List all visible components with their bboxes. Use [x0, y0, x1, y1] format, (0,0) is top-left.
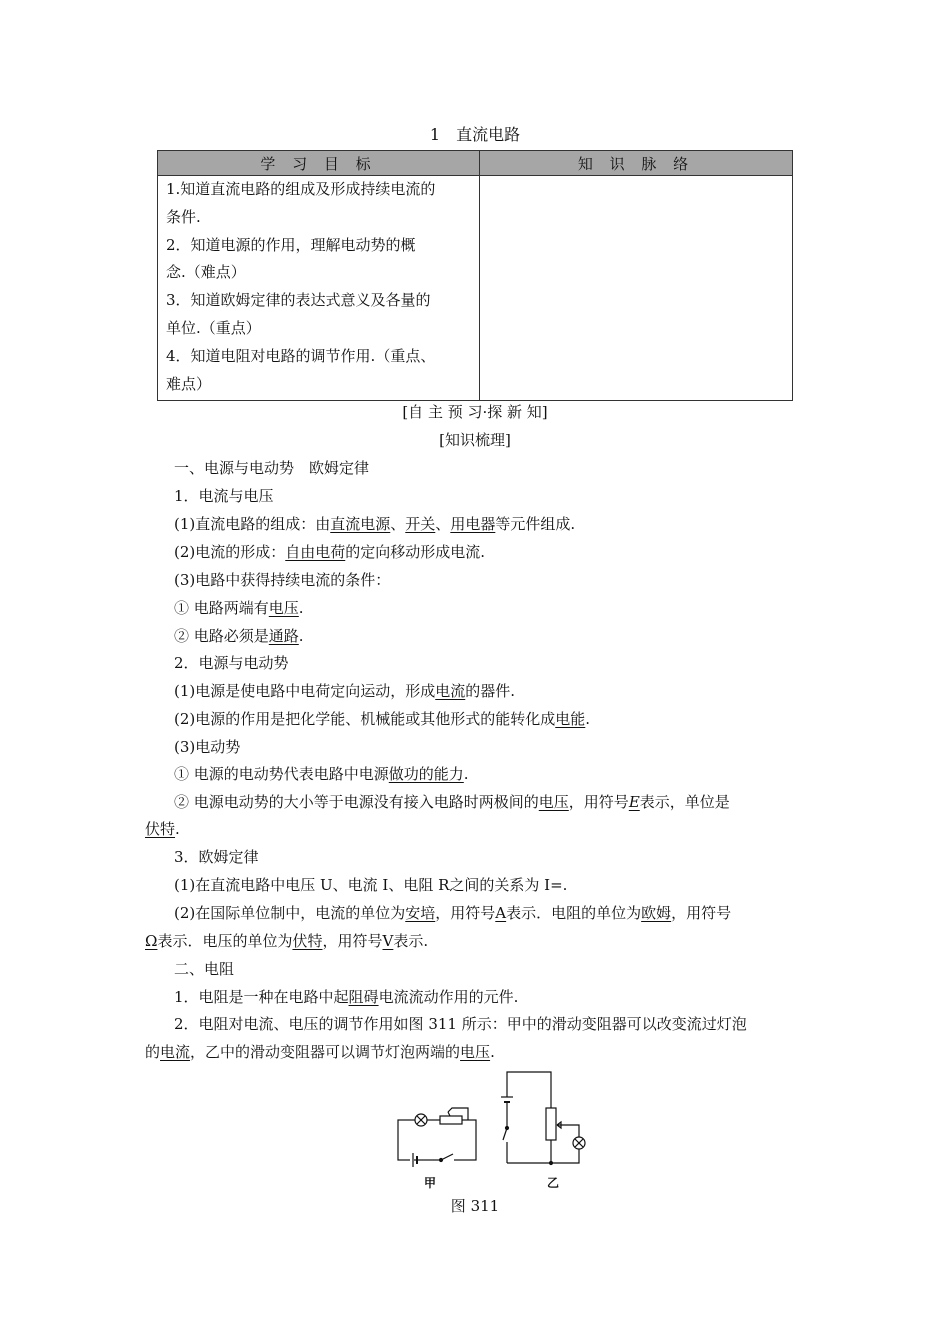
table-header-goals: 学 习 目 标	[158, 151, 480, 176]
figure-caption: 图 311	[450, 1197, 500, 1215]
paragraph: ② 电源电动势的大小等于电源没有接入电路时两极间的电压，用符号E表示，单位是	[174, 793, 730, 811]
paragraph: 2．电阻对电流、电压的调节作用如图 311 所示：甲中的滑动变阻器可以改变流过灯泡	[174, 1015, 747, 1033]
table-header-context: 知 识 脉 络	[480, 151, 793, 176]
goal-line: 念.（难点）	[166, 263, 246, 282]
paragraph: (2)电流的形成：自由电荷的定向移动形成电流.	[174, 543, 486, 561]
paragraph: (3)电动势	[174, 738, 241, 756]
paragraph: 的电流，乙中的滑动变阻器可以调节灯泡两端的电压.	[145, 1043, 495, 1061]
context-cell	[480, 176, 793, 401]
rheostat-icon	[546, 1108, 556, 1140]
paragraph: (3)电路中获得持续电流的条件：	[174, 571, 391, 589]
page-title: 1 直流电路	[429, 125, 521, 144]
heading-power-source: 一、电源与电动势 欧姆定律	[174, 459, 370, 477]
figure-label-b: 乙	[547, 1176, 560, 1190]
paragraph: 1．电阻是一种在电路中起阻碍电流流动作用的元件.	[174, 988, 519, 1006]
paragraph: ① 电源的电动势代表电路中电源做功的能力.	[174, 765, 469, 783]
goal-line: 3．知道欧姆定律的表达式意义及各量的	[166, 291, 431, 310]
goals-cell	[158, 176, 480, 401]
goal-line: 1.知道直流电路的组成及形成持续电流的	[166, 180, 436, 198]
paragraph: (2)在国际单位制中，电流的单位为安培，用符号A表示．电阻的单位为欧姆，用符号	[174, 904, 732, 922]
section-subbanner: [知识梳理]	[439, 431, 511, 449]
goal-line: 条件.	[166, 207, 201, 226]
rheostat-icon	[440, 1116, 462, 1124]
subheading-current-voltage: 1．电流与电压	[174, 487, 274, 505]
subheading-emf: 2．电源与电动势	[174, 654, 289, 672]
paragraph: ② 电路必须是通路.	[174, 627, 304, 645]
circuit-diagram-a	[390, 1100, 490, 1170]
paragraph: 伏特.	[145, 820, 180, 838]
goal-line: 难点）	[166, 374, 212, 393]
paragraph: ① 电路两端有电压.	[174, 599, 304, 617]
paragraph: (1)直流电路的组成：由直流电源、开关、用电器等元件组成.	[174, 515, 576, 533]
paragraph: (2)电源的作用是把化学能、机械能或其他形式的能转化成电能.	[174, 710, 591, 728]
paragraph: (1)电源是使电路中电荷定向运动，形成电流的器件.	[174, 682, 516, 700]
circuit-diagram-b	[495, 1070, 595, 1170]
goal-line: 4．知道电阻对电路的调节作用.（重点、	[166, 346, 436, 365]
objectives-table	[157, 150, 793, 401]
section-banner: [自 主 预 习·探 新 知]	[402, 403, 548, 421]
paragraph: Ω表示．电压的单位为伏特，用符号V表示.	[145, 932, 429, 950]
heading-resistance: 二、电阻	[174, 960, 235, 978]
goal-line: 2．知道电源的作用，理解电动势的概	[166, 235, 416, 254]
figure-label-a: 甲	[424, 1176, 437, 1190]
goal-line: 单位.（重点）	[166, 318, 261, 337]
paragraph: (1)在直流电路中电压 U、电流 I、电阻 R之间的关系为 I=.	[174, 876, 568, 894]
subheading-ohms-law: 3．欧姆定律	[174, 848, 259, 866]
